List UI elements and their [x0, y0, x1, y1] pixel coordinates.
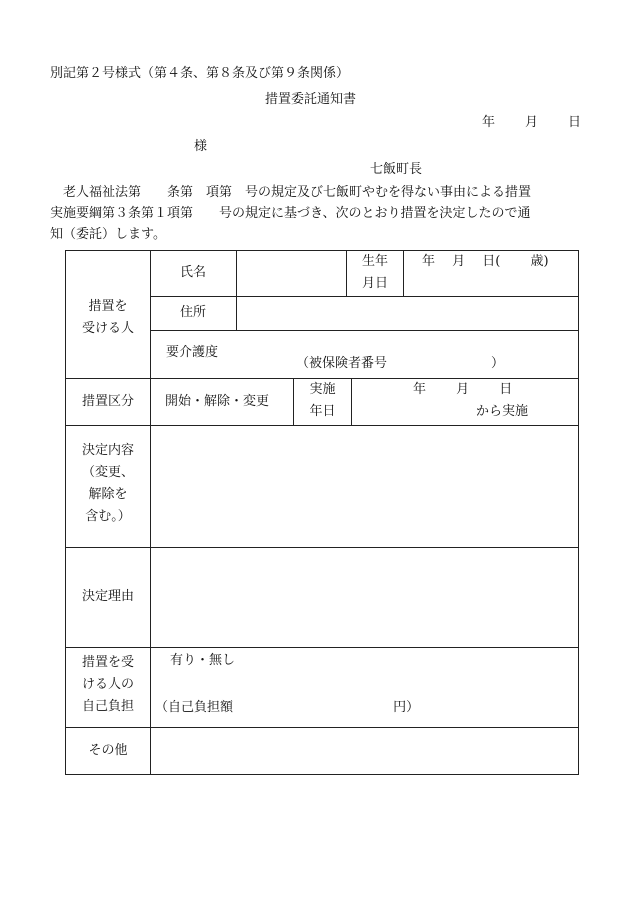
- insured-number-field[interactable]: （被保険者番号 ）: [296, 356, 505, 371]
- table-line: [150, 330, 579, 331]
- address-label: 住所: [180, 305, 207, 320]
- category-label: 措置区分: [81, 394, 134, 409]
- issuer-name: 七飯町長: [370, 162, 423, 177]
- decision-label-line: 解除を: [88, 487, 128, 502]
- implementation-label-line: 年日: [309, 404, 336, 419]
- burden-choice[interactable]: 有り・無し: [170, 653, 236, 668]
- issue-date: [482, 116, 581, 129]
- body-line-3: 知（委託）します。: [50, 227, 166, 242]
- burden-label: [65, 652, 151, 718]
- burden-label-line: 措置を受: [81, 655, 134, 670]
- care-level-label: 要介護度: [166, 345, 219, 360]
- name-label: 氏名: [180, 265, 207, 280]
- table-line: [65, 647, 579, 648]
- form-number-label: 別記第２号様式（第４条、第８条及び第９条関係）: [50, 66, 350, 81]
- decision-label-line: （変更、: [81, 465, 134, 480]
- burden-label-line: 自己負担: [81, 699, 134, 714]
- recipient-label: [65, 296, 151, 340]
- other-field[interactable]: [151, 728, 578, 774]
- date-month: 月: [525, 115, 539, 130]
- decision-reason-field[interactable]: [151, 548, 578, 647]
- implementation-date-label: [294, 379, 351, 423]
- recipient-label-line: 受ける人: [81, 321, 134, 336]
- birth-label: [347, 251, 403, 295]
- date-year: 年: [482, 115, 496, 130]
- birth-label-line: 生年: [361, 254, 388, 269]
- decision-content-field[interactable]: [151, 426, 578, 547]
- address-field[interactable]: [237, 297, 577, 330]
- implementation-label-line: 実施: [309, 382, 336, 397]
- category-options[interactable]: 開始・解除・変更: [165, 394, 270, 409]
- birth-label-line: 月日: [361, 276, 388, 291]
- table-line: [65, 774, 579, 775]
- recipient-label-line: 措置を: [88, 299, 128, 314]
- document-title: 措置委託通知書: [265, 92, 357, 107]
- name-field[interactable]: [237, 251, 345, 296]
- notice-body: [50, 182, 590, 245]
- decision-label-line: 含む。）: [85, 509, 131, 524]
- body-line-1: 老人福祉法第 条第 項第 号の規定及び七飯町やむを得ない事由による措置: [50, 185, 532, 200]
- decision-label: [65, 440, 151, 528]
- implementation-from-text: から実施: [476, 404, 529, 419]
- reason-label: 決定理由: [81, 589, 134, 604]
- burden-label-line: ける人の: [81, 677, 134, 692]
- birth-date-field[interactable]: 年 月 日( 歳): [422, 254, 549, 269]
- other-label: その他: [88, 743, 128, 758]
- table-line: [351, 378, 352, 425]
- decision-label-line: 決定内容: [81, 443, 134, 458]
- body-line-2: 実施要綱第３条第１項第 号の規定に基づき、次のとおり措置を決定したので通: [50, 206, 531, 221]
- burden-amount-field[interactable]: （自己負担額 円）: [155, 700, 420, 715]
- implementation-date-field[interactable]: 年 月 日: [413, 382, 513, 397]
- table-line: [403, 250, 404, 296]
- date-day: 日: [568, 115, 582, 130]
- table-line: [578, 250, 579, 775]
- addressee: 様: [194, 139, 208, 154]
